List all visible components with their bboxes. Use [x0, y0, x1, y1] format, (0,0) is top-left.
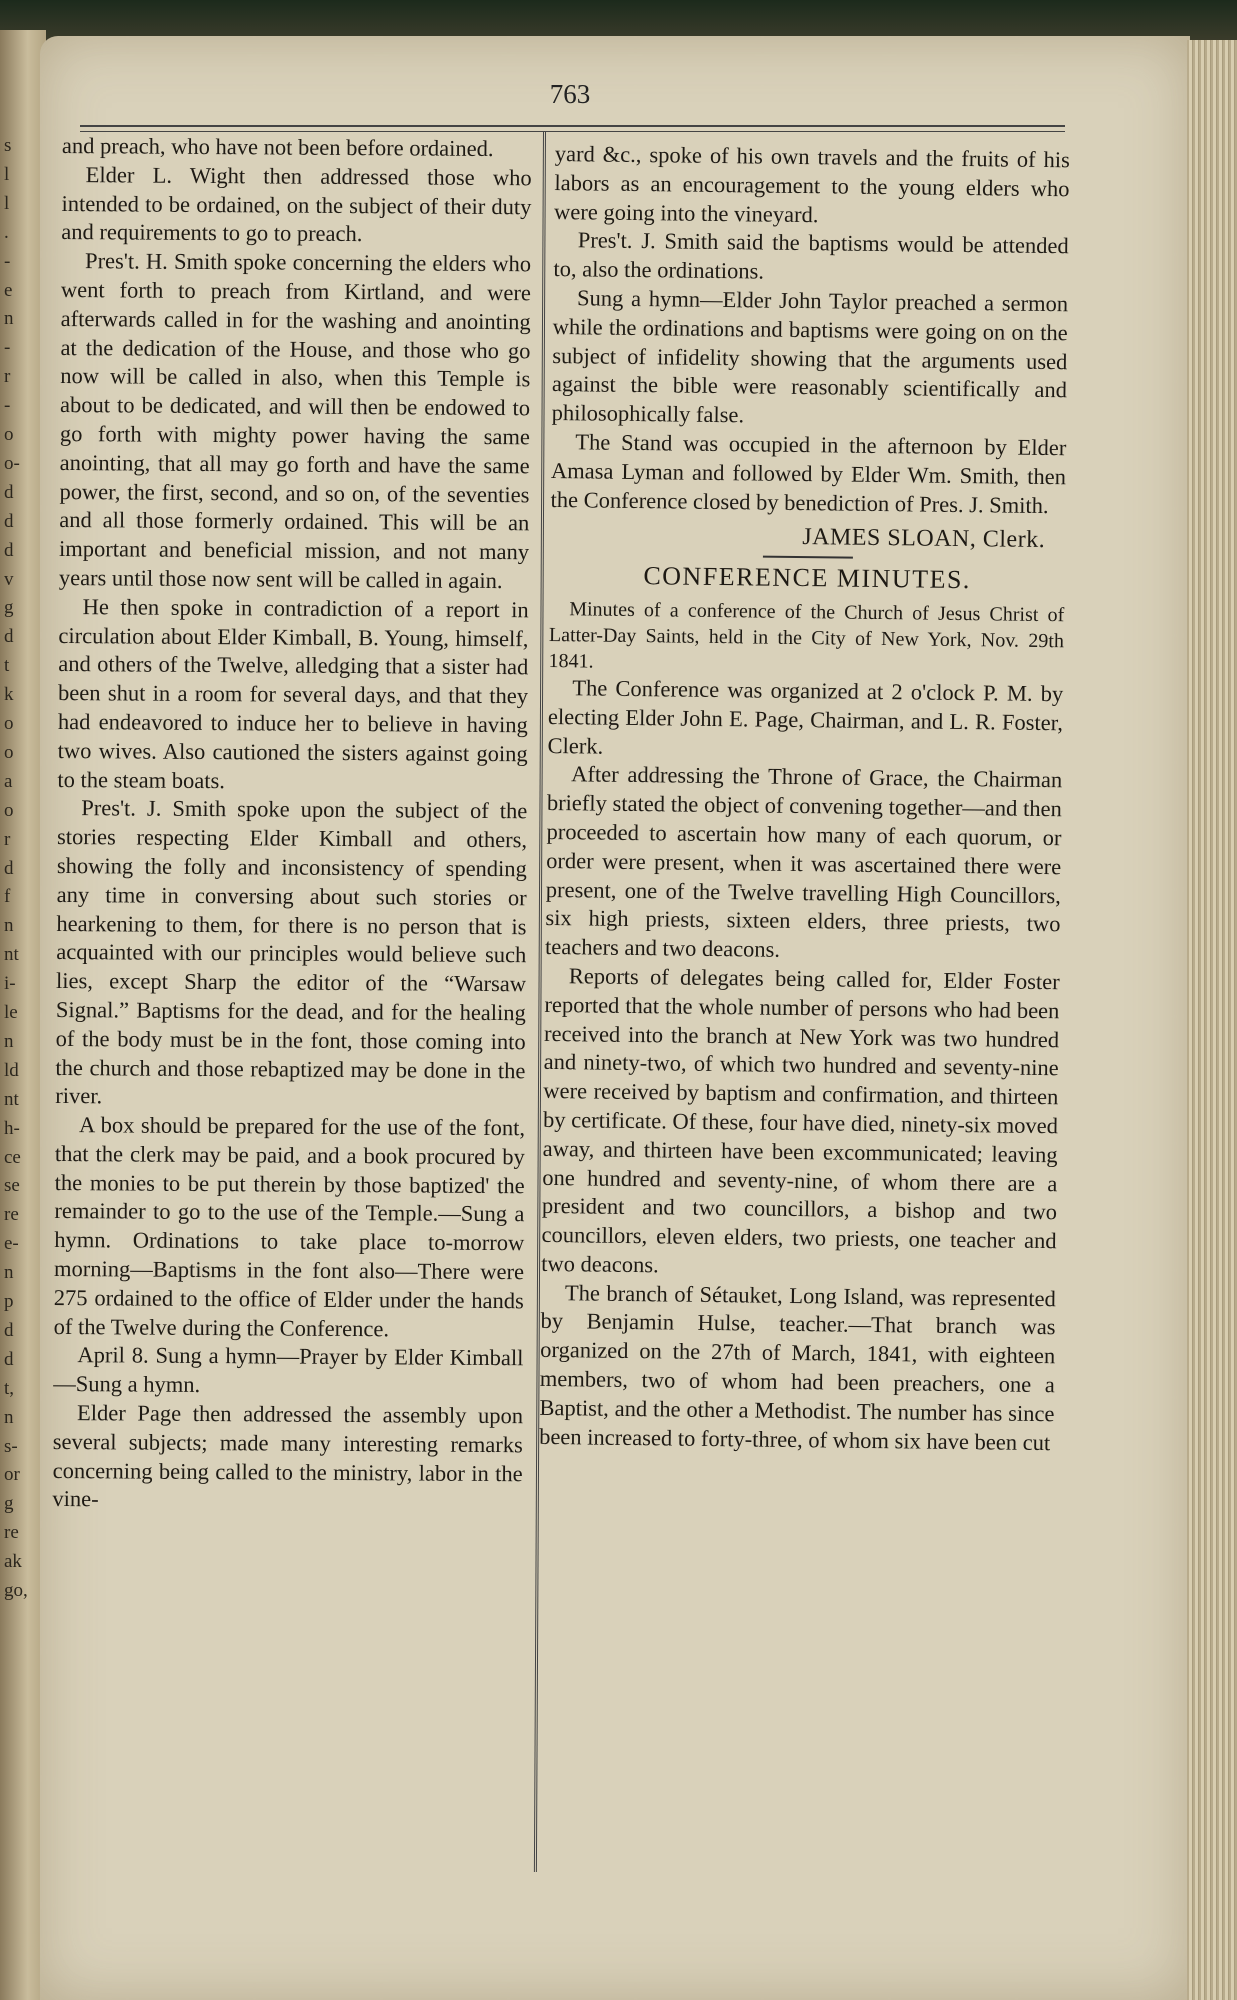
margin-fragment: o-	[4, 452, 20, 474]
margin-fragment: or	[4, 1464, 20, 1486]
margin-fragment: d	[4, 857, 14, 879]
paragraph: Pres't. J. Smith spoke upon the subject of the stories respecting Elder Kimball and others, showing the folly and inconsistency of spending any time in conversing about such stories or hearkening to them, for there is no person that is acquainted with our principles would believe such lies, except Sharp the editor of the “Warsaw Signal.” Baptisms for the dead, and for the healing of the body must be in the font, those coming into the church and those rebaptized may be done in the river.	[55, 795, 528, 1109]
margin-fragment: -	[4, 250, 11, 272]
paragraph: After addressing the Throne of Grace, the Chairman briefly stated the object of convening together—and then proceeded to ascertain how many of each quorum, or order were present, when it was ascertained there were present, one of the Twelve travelling High Councillors, six high priests, sixteen elders, three priests, two teachers and two deacons.	[544, 761, 1063, 962]
paragraph: Reports of delegates being called for, Elder Foster reported that the whole number of persons who had been received into the branch at New York was two hundred and ninety-two, of which two hundred and seventy-nine were received by baptism and confirmation, and thirteen by certificate. Of these, four have died, ninety-six moved away, and thirteen have been excommunicated; leaving one hundred and seventy-nine, of whom there are a president and two councillors, a bishop and two councillors, eleven elders, two priests, one teacher and two deacons.	[541, 963, 1060, 1278]
margin-fragment: re	[4, 1204, 19, 1226]
header-rule-thin	[80, 131, 1065, 132]
margin-fragment: ce	[4, 1146, 21, 1168]
margin-fragment: nt	[4, 944, 19, 966]
right-column	[539, 140, 1070, 1458]
margin-fragment: r	[4, 828, 11, 850]
margin-fragment: se	[4, 1175, 20, 1197]
margin-fragment: r	[4, 366, 11, 388]
margin-fragment: n	[4, 1406, 14, 1428]
margin-fragment: go,	[4, 1580, 28, 1601]
margin-fragment: t,	[4, 1377, 15, 1399]
paragraph: Pres't. H. Smith spoke concerning the elders who went forth to preach from Kirtland, and were afterwards called in for the washing and anointing at the dedication of the House, and those who go now will be called in also, when this Temple is about to be dedicated, and will then be endowed to go forth with mighty power having the same anointing, that all may go forth and have the same power, the first, second, and so on, of the seventies and all those formerly ordained. This will be an important and beneficial mission, and not many years until those now sent will be called in again.	[58, 248, 532, 594]
paragraph: yard &c., spoke of his own travels and the fruits of his labors as an encouragement to the young elders who were going into the vineyard.	[553, 140, 1070, 227]
margin-fragment: d	[4, 539, 14, 561]
margin-fragment: g	[4, 597, 14, 619]
left-column	[52, 132, 532, 1517]
margin-fragment: ak	[4, 1551, 22, 1573]
header-rule	[80, 125, 1065, 127]
margin-fragment: .	[4, 221, 9, 243]
margin-fragment: p	[4, 1291, 14, 1312]
paragraph: Elder L. Wight then addressed those who intended to be ordained, on the subject of their duty and requirements to go to preach.	[61, 161, 532, 247]
margin-fragment: d	[4, 626, 14, 648]
clerk-signature: JAMES SLOAN, Clerk.	[802, 524, 1046, 554]
paragraph: He then spoke in contradiction of a report in circulation about Elder Kimball, B. Young, himself, and others of the Twelve, alledging that a sister had been shut in a room for several days, and that they had endeavored to induce her to believe in having two wives. Also cautioned the sisters against going to the steam boats.	[57, 593, 529, 793]
margin-fragment: o	[4, 741, 14, 763]
paragraph: The Conference was organized at 2 o'clock P. M. by electing Elder John E. Page, Chairman, and L. R. Foster, Clerk.	[547, 675, 1064, 759]
paragraph: Elder Page then addressed the assembly upon several subjects; made many interesting remarks concerning being called to the ministry, labor in the vine-	[52, 1400, 524, 1512]
paragraph: and preach, who have not been before ordained.	[61, 132, 494, 162]
book-cover-edge	[0, 0, 1237, 40]
margin-fragment: f	[4, 886, 11, 908]
margin-fragment: d	[4, 1348, 14, 1370]
margin-fragment: e-	[4, 1233, 19, 1255]
margin-fragment: le	[4, 1002, 18, 1023]
section-subheading: Minutes of a conference of the Church of Jesus Christ of Latter-Day Saints, held in the City of New York, Nov. 29th 1841.	[548, 598, 1065, 673]
margin-fragment: e	[4, 279, 13, 301]
margin-fragment: k	[4, 684, 14, 706]
paragraph: The branch of Sétauket, Long Island, was represented by Benjamin Hulse, teacher.—That branch was organized on the 27th of March, 1841, with eighteen members, two of whom had been preachers, one a Baptist, and the other a Methodist. The number has since been increased to forty-three, of whom six have been cut	[539, 1279, 1057, 1455]
margin-fragment: n	[4, 915, 14, 937]
margin-fragment: t	[4, 655, 10, 677]
margin-fragment: n	[4, 1030, 14, 1052]
margin-fragment: a	[4, 770, 13, 792]
section-rule	[762, 556, 852, 559]
margin-fragment: d	[4, 1319, 14, 1341]
margin-fragment: nt	[4, 1088, 19, 1110]
margin-fragment: re	[4, 1522, 19, 1544]
margin-fragment: s	[4, 135, 12, 156]
margin-fragment: d	[4, 510, 14, 532]
margin-fragment: -	[4, 395, 11, 417]
margin-fragment: i-	[4, 973, 16, 995]
paragraph: Sung a hymn—Elder John Taylor preached a sermon while the ordinations and baptisms were going on on the subject of infidelity showing that the arguments used against the bible were reasonably scientifically and philosophically false.	[551, 285, 1069, 428]
margin-fragment: n	[4, 308, 14, 330]
page-stack-edge	[1187, 40, 1237, 2000]
margin-fragment: g	[4, 1493, 14, 1515]
margin-fragment: h-	[4, 1117, 20, 1139]
section-heading: CONFERENCE MINUTES.	[643, 561, 972, 595]
margin-fragment: s-	[4, 1435, 18, 1457]
margin-fragment: n	[4, 1262, 14, 1284]
margin-fragment: l	[4, 192, 10, 214]
paragraph: April 8. Sung a hymn—Prayer by Elder Kimball—Sung a hymn.	[53, 1342, 524, 1398]
paragraph: A box should be prepared for the use of the font, that the clerk may be paid, and a book procured by the monies to be put therein by those baptized' the remainder to go to the use of the Temple.—Sung a hymn. Ordinations to take place to-morrow morning—Baptisms in the font also—There were 275 ordained to the office of Elder under the hands of the Twelve during the Conference.	[53, 1112, 526, 1341]
paragraph: The Stand was occupied in the afternoon by Elder Amasa Lyman and followed by Elder Wm. Smith, then the Conference closed by benediction of Pres. J. Smith.	[550, 429, 1067, 518]
margin-fragment: -	[4, 337, 11, 359]
margin-fragment: o	[4, 424, 14, 445]
margin-fragment: v	[4, 568, 14, 590]
margin-fragment: o	[4, 713, 14, 734]
margin-fragment: l	[4, 163, 10, 185]
margin-fragment: ld	[4, 1059, 19, 1081]
margin-fragment: d	[4, 481, 14, 503]
margin-fragment: o	[4, 799, 14, 821]
page-number: 763	[549, 79, 591, 109]
paragraph: Pres't. J. Smith said the baptisms would be attended to, also the ordinations.	[553, 227, 1069, 284]
